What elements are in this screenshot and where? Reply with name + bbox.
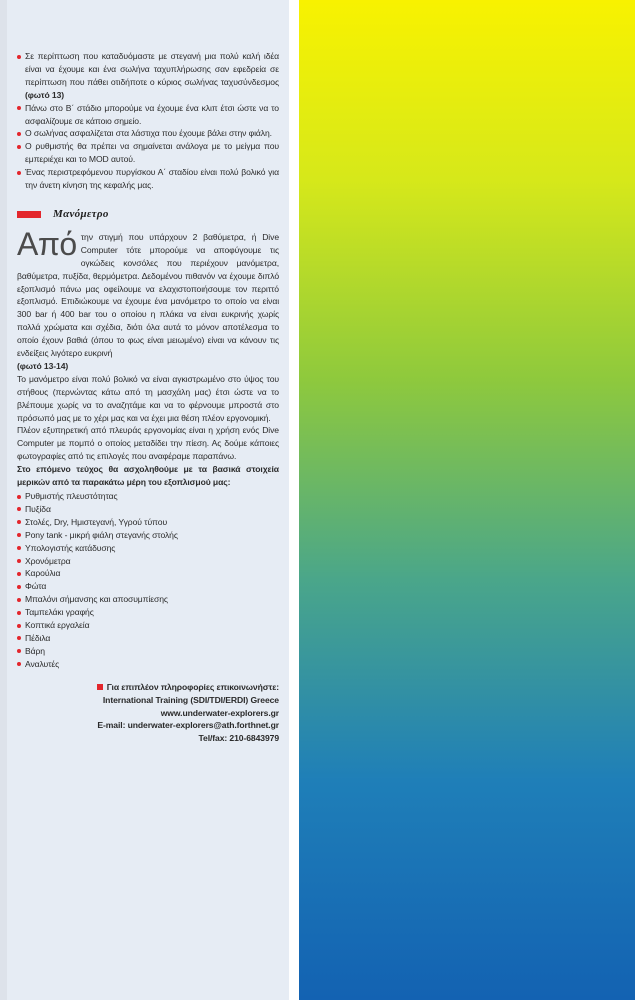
list-item-text: Κοπτικά εργαλεία [25, 620, 90, 631]
red-bullet-icon [17, 611, 21, 615]
list-item [17, 658, 279, 671]
red-bullet-icon [17, 572, 21, 576]
red-square-icon [97, 684, 103, 690]
list-item-text: Στολές, Dry, Ημιστεγανή, Υγρού τύπου [25, 516, 168, 527]
bullet-text: Σε περίπτωση που καταδυόμαστε με στεγανή μια πολύ καλή ιδέα είναι να έχουμε και ένα σωλήνα ταχυπλήρωσης σαν εφεδρεία σε περίπτωση που πάθει οτιδήποτε ο κύριος σωλήνας ταχυσύνδεσμος [25, 51, 279, 87]
list-item-text: Βάρη [25, 645, 45, 656]
red-bullet-icon [17, 649, 21, 653]
list-item [17, 555, 279, 568]
next-issue-text: Στο επόμενο τεύχος θα ασχοληθούμε με τα βασικά στοιχεία μερικών από τα παρακάτω μέρη του εξοπλισμού μας: [17, 464, 279, 488]
list-item-text: Αναλυτές [25, 658, 60, 669]
list-item [17, 516, 279, 529]
red-bullet-icon [17, 106, 21, 110]
page-edge-strip [0, 0, 7, 1000]
list-item-text: Μπαλόνι σήμανσης και αποσυμπίεσης [25, 594, 168, 605]
list-item-text: Πυξίδα [25, 503, 51, 514]
equipment-list [17, 490, 279, 671]
bullet-item [17, 50, 279, 102]
section-heading-row [17, 208, 279, 221]
red-bullet-icon [17, 55, 21, 59]
contact-phone: Tel/fax: 210-6843979 [198, 733, 279, 744]
list-item-text: Χρονόμετρα [25, 555, 71, 566]
contact-email-link[interactable]: E-mail: underwater-explorers@ath.forthnet.gr [97, 720, 279, 731]
contact-org: International Training (SDI/TDI/ERDI) Greece [102, 694, 279, 705]
list-item [17, 606, 279, 619]
list-item-text: Ταμπελάκι γραφής [25, 607, 94, 618]
list-item [17, 593, 279, 606]
paragraph-text: την στιγμή που υπάρχουν 2 βαθύμετρα, ή Dive Computer τότε μπορούμε να αποφύγουμε τις ογκώδεις κονσόλες που περιέχουν μανόμετρα, βαθύμετρα, πυξίδα, θερμόμετρα. Δεδομένου πιθανόν να έχουμε διπλό εξοπλισμό πάνω μας οφείλουμε να ελαχιστοποιήσουμε τον περιττό εξοπλισμό. Επιδιώκουμε να έχουμε ένα μανόμετρο το οποίο να είναι 300 bar ή 400 bar του ο οποίου η πλάκα να είναι ευκρινής χωρίς πολλά χρώματα και σχέδια, διότι όλα αυτά το μόνον αποτέλεσμα το οποίο έχουν βαθιά (όπου το φως είναι μειωμένο) είναι να κάνουν τις ενδείξεις λιγότερο ευκρινή [17, 231, 279, 359]
bullet-item [17, 140, 279, 166]
photo-ref: (φωτό 13-14) [17, 360, 69, 371]
bullet-item [17, 102, 279, 128]
article-column [17, 50, 279, 745]
list-item-text: Πέδιλα [25, 632, 51, 643]
list-item-text: Pony tank - μικρή φιάλη στεγανής στολής [25, 529, 178, 540]
list-item [17, 632, 279, 645]
bullet-text: Ένας περιστρεφόμενου πυργίσκου Α΄ σταδίου είναι πολύ βολικό για την άνετη κίνηση της κεφαλής μας. [25, 167, 279, 191]
list-item-text: Ρυθμιστής πλευστότητας [25, 491, 118, 501]
red-bullet-icon [17, 624, 21, 628]
red-bullet-icon [17, 546, 21, 550]
next-issue-note [17, 463, 279, 489]
red-bullet-icon [17, 585, 21, 589]
red-bullet-icon [17, 507, 21, 511]
red-bullet-icon [17, 662, 21, 666]
red-heading-bar-icon [17, 211, 41, 218]
gradient-panel [299, 0, 635, 1000]
paragraph-chest-mount: Το μανόμετρο είναι πολύ βολικό να είναι αγκιστρωμένο στο ύψος του στήθους (περνώντας κάτω από τη μασχάλη μας) έτσι ώστε να το βλέπουμε χωρίς να το αναζητάμε και να το φέρνουμε μπροστά στο πρόσωπό μας με το χέρι μας και να έχει μια θέση πλέον εργονομική. [17, 373, 279, 423]
paragraph-dive-computer: Πλέον εξυπηρετική από πλευράς εργονομίας είναι η χρήση ενός Dive Computer με πομπό ο οποίος μεταδίδει την πίεση. Ας δούμε κάποιες φωτογραφίες από τις επιλογές που αναφέραμε παραπάνω. [17, 425, 279, 462]
red-bullet-icon [17, 132, 21, 136]
list-item [17, 529, 279, 542]
red-bullet-icon [17, 598, 21, 602]
photo-ref: (φωτό 13) [25, 89, 65, 100]
list-item [17, 619, 279, 632]
list-item [17, 503, 279, 516]
drop-cap: Από [17, 225, 77, 262]
contact-website-link[interactable]: www.underwater-explorers.gr [160, 707, 279, 718]
red-bullet-icon [17, 145, 21, 149]
contact-lead-text: Για επιπλέον πληροφορίες επικοινωνήστε: [106, 681, 279, 692]
red-bullet-icon [17, 520, 21, 524]
red-bullet-icon [17, 636, 21, 640]
red-bullet-icon [17, 495, 21, 499]
contact-block [17, 681, 279, 746]
page-gutter [289, 0, 299, 1000]
bullet-item [17, 166, 279, 192]
list-item [17, 645, 279, 658]
list-item [17, 580, 279, 593]
red-bullet-icon [17, 533, 21, 537]
section-heading: Μανόμετρο [53, 207, 109, 220]
red-bullet-icon [17, 559, 21, 563]
bullet-text: Ο σωλήνας ασφαλίζεται στα λάστιχα που έχουμε βάλει στην φιάλη. [25, 128, 272, 139]
list-item-text: Φώτα [25, 581, 47, 592]
paragraph-intro [17, 225, 279, 373]
bullet-text: Ο ρυθμιστής θα πρέπει να σημαίνεται ανάλογα με το μείγμα που εμπεριέχει και το MOD αυτού. [25, 141, 279, 165]
list-item [17, 567, 279, 580]
list-item-text: Υπολογιστής κατάδυσης [25, 542, 116, 553]
list-item [17, 542, 279, 555]
red-bullet-icon [17, 171, 21, 175]
list-item [17, 490, 279, 503]
bullet-item [17, 127, 279, 140]
list-item-text: Καρούλια [25, 568, 61, 579]
article-page [7, 0, 289, 1000]
bullet-text: Πάνω στο Β΄ στάδιο μπορούμε να έχουμε ένα κλιπ έτσι ώστε να το ασφαλίζουμε σε κάποιο σημείο. [25, 102, 279, 126]
contact-lead [17, 681, 279, 694]
